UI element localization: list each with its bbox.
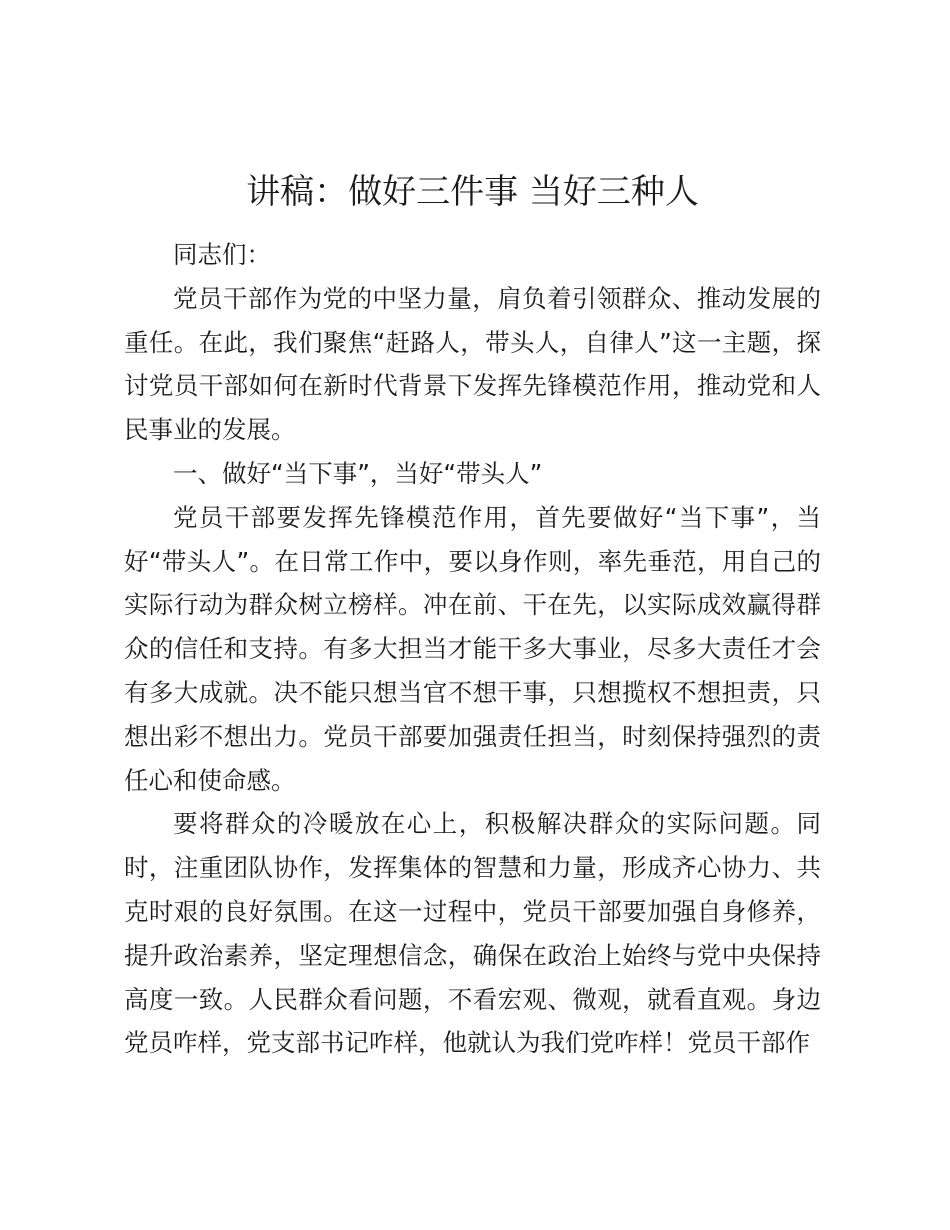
document-body <box>124 233 821 1065</box>
greeting: 同志们： <box>173 240 271 269</box>
section-heading-1: 一、做好“当下事”，当好“带头人” <box>173 458 543 488</box>
section1-paragraph-1: 党员干部要发挥先锋模范作用，首先要做好“当下事”，当好“带头人”。在日常工作中，要以身作则，率先垂范，用自己的实际行动为群众树立榜样。冲在前、干在先，以实际成效赢得群众的信任和支持。有多大担当才能干多大事业，尽多大责任才会有多大成就。决不能只想当官不想干事，只想揽权不想担责，只想出彩不想出力。党员干部要加强责任担当，时刻保持强烈的责任心和使命感。 <box>124 502 821 795</box>
intro-paragraph: 党员干部作为党的中坚力量，肩负着引领群众、推动发展的重任。在此，我们聚焦“赶路人，带头人，自律人”这一主题，探讨党员干部如何在新时代背景下发挥先锋模范作用，推动党和人民事业的发展。 <box>124 283 821 445</box>
section1-paragraph-2: 要将群众的冷暖放在心上，积极解决群众的实际问题。同时，注重团队协作，发挥集体的智慧和力量，形成齐心协力、共克时艰的良好氛围。在这一过程中，党员干部要加强自身修养，提升政治素养，坚定理想信念，确保在政治上始终与党中央保持高度一致。人民群众看问题，不看宏观、微观，就看直观。身边党员咋样，党支部书记咋样，他就认为我们党咋样！党员干部作 <box>124 809 821 1058</box>
document-title: 讲稿：做好三件事 当好三种人 <box>246 172 699 212</box>
